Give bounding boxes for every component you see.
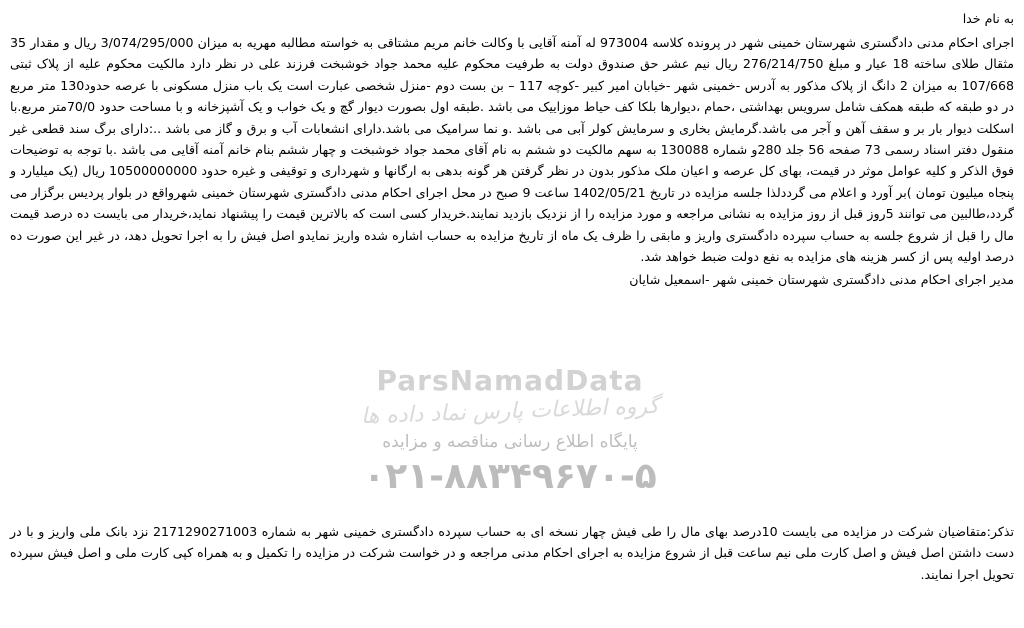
watermark-phone: ۰۲۱-۸۸۳۴۹۶۷۰-۵ xyxy=(363,456,657,497)
watermark-slogan: گروه اطلاعات پارس نماد داده ها xyxy=(360,393,660,430)
watermark-tagline: پایگاه اطلاع رسانی مناقصه و مزایده xyxy=(382,432,638,452)
notice-footnote: تذکر:متقاضیان شرکت در مزایده می بایست 10درصد بهای مال را طی فیش چهار نسخه ای به حساب سپرده دادگستری خمینی شهر به شماره 2171290271003 نزد بانک ملی واریز و با در دست داشتن اصل فیش و اصل کارت ملی نیم ساعت قبل از شروع مزایده به اجرای احکام مدنی مراجعه و در خواست شرکت در مزایده را تکمیل و به همراه کپی کارت ملی و اصل فیش سپرده تحویل اجرا نمایند. xyxy=(10,524,1014,582)
notice-signature: مدیر اجرای احکام مدنی دادگستری شهرستان خمینی شهر -اسمعیل شایان xyxy=(629,272,1014,288)
notice-main-text xyxy=(10,8,1014,291)
notice-heading: به نام خدا xyxy=(962,11,1014,26)
notice-body: اجرای احکام مدنی دادگستری شهرستان خمینی شهر در پرونده کلاسه 973004 له آمنه آقایی با وکالت خانم مریم مشتاقی به خواسته مطالبه مهریه به میزان 3/074/295/000 ریال و مقدار 35 مثقال طلای ساخته 18 عیار و مبلغ 276/214/750 ریال نیم عشر حق صندوق دولت به طرفیت محکوم علیه محمد جواد خوشبخت فرزند علی در نظر دارد مالکیت محکوم علیه از پلاک ثبتی 107/668 به میزان 2 دانگ از پلاک مذکور به آدرس -خمینی شهر -خیابان امیر کبیر -کوچه 117 – بن بست دوم -منزل شخصی عبارت است یک باب منزل مسکونی با عرصه حدود130 متر مربع در دو طبقه که طبقه همکف شامل سرویس بهداشتی ،حمام ،دیوارها بلکا کف حیاط موزاییک می باشد .طبقه اول بصورت دیوار گچ و یک خواب و یک آشپزخانه و با مساحت حدود 70/0متر مربع.با اسکلت دیوار بار بر و سقف آهن و آجر می باشد.گرمایش بخاری و سرمایش کولر آبی می باشد .و نما سرامیک می باشد.دارای انشعابات آب و برق و گاز می باشد ..:دارای برگ سند قطعی غیر منقول دفتر اسناد رسمی 73 صفحه 56 جلد 280و شماره 130088 به سهم مالکیت دو ششم به نام آقای محمد جواد خوشبخت و چهار ششم بنام خانم آمنه آقایی می باشد .با توجه به توضیحات فوق الذکر و کلیه عوامل موثر در قیمت، بهای کل عرصه و اعیان ملک مذکور بدون در نظر گرفتن هر گونه بدهی به ارگانها و شهرداری و توقیفی و غیره حدود 10500000000 ریال (یک میلیارد و پنجاه میلیون تومان )بر آورد و اعلام می گرددلذا جلسه مزایده در تاریخ 1402/05/21 ساعت 9 صبح در محل اجرای احکام مدنی دادگستری شهرستان خمینی شهرواقع در بلوار پردیس برگزار می گردد،طالبین می توانند 5روز قبل از روز مزایده به نشانی مراجعه و مورد مزایده را از نزدیک بازدید نمایند.خریدار کسی است که بالاترین قیمت را پیشنهاد نماید،خریدار می بایست ده درصد قیمت مال را قبل از شروع جلسه به حساب سپرده دادگستری واریز و مابقی را ظرف یک ماه از تاریخ مزایده به حساب اشاره شده واریز نمایدو اصل فیش را به اجرا تحویل دهد، در غیر این صورت ده درصد اولیه پس از کسر هزینه های مزایده به نفع دولت ضبط خواهد شد. xyxy=(10,35,1015,265)
watermark-brand: ParsNamadData xyxy=(376,364,644,397)
